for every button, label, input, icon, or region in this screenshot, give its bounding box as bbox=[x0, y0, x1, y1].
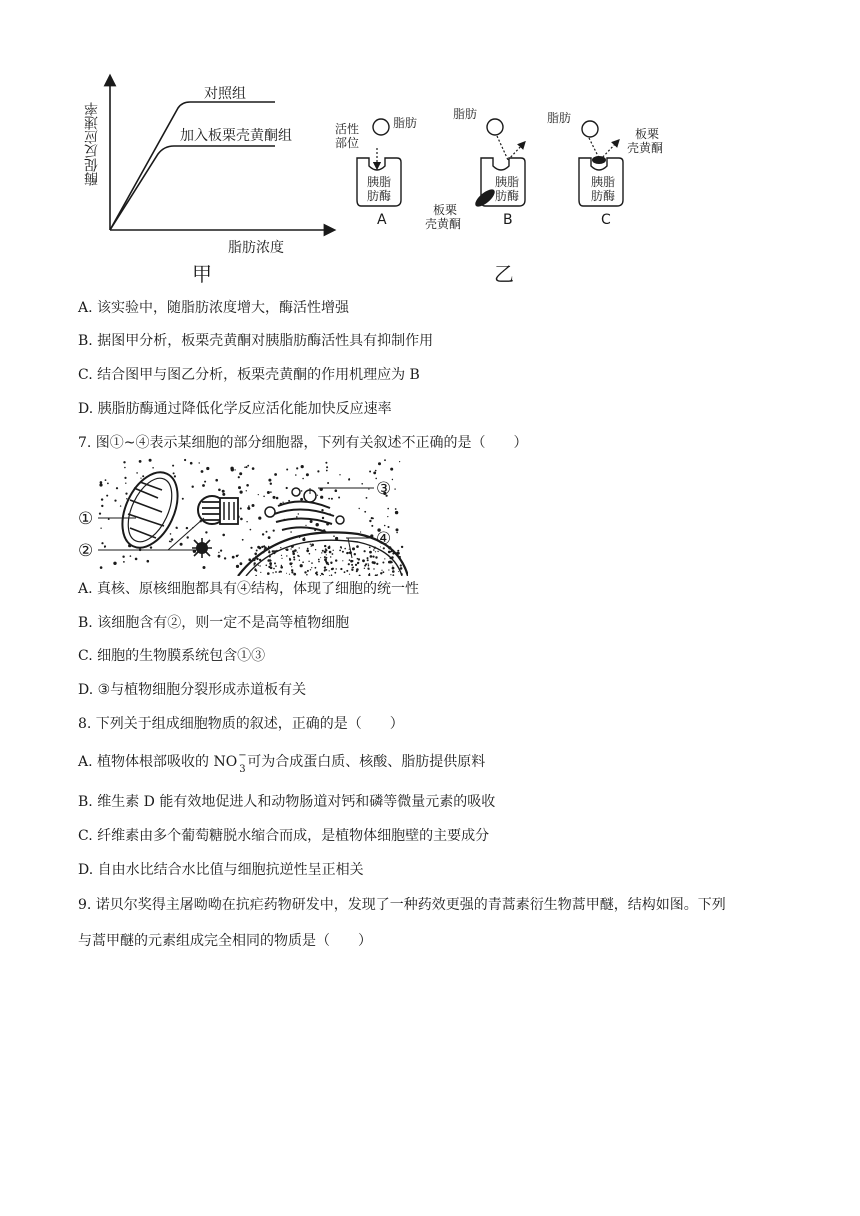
centriole bbox=[192, 496, 238, 558]
fat-molecule-b bbox=[487, 119, 503, 135]
q8-option-b: B. 维生素 D 能有效地促进人和动物肠道对钙和磷等微量元素的吸收 bbox=[78, 794, 496, 810]
q6-option-a: A. 该实验中，随脂肪浓度增大，酶活性增强 bbox=[78, 300, 350, 316]
q8-stem: 8. 下列关于组成细胞物质的叙述，正确的是（ ） bbox=[78, 716, 404, 732]
q8-option-a-post: 可为合成蛋白质、核酸、脂肪提供原料 bbox=[247, 754, 486, 770]
enzyme-label-b2: 肪酶 bbox=[495, 189, 520, 203]
panel-c-letter: C bbox=[601, 212, 611, 228]
treated-curve bbox=[110, 146, 275, 230]
control-curve bbox=[110, 102, 275, 230]
x-axis-label: 脂肪浓度 bbox=[228, 240, 284, 256]
q8-option-a bbox=[78, 750, 486, 775]
inhib-label-b1: 板栗 bbox=[433, 203, 458, 217]
q8-option-a-sub: 3 bbox=[239, 764, 246, 775]
site-label-2: 部位 bbox=[335, 136, 360, 150]
panel-b bbox=[425, 106, 525, 231]
panel-a bbox=[335, 115, 417, 228]
label-3: ③ bbox=[376, 479, 392, 499]
q8-option-a-pre: A. 植物体根部吸收的 NO bbox=[78, 754, 238, 770]
organelle-figure bbox=[78, 458, 408, 576]
golgi-apparatus bbox=[265, 488, 344, 532]
enzyme-label-c1: 胰脂 bbox=[591, 175, 616, 189]
q9-line-2: 与蒿甲醚的元素组成完全相同的物质是（ ） bbox=[78, 933, 372, 949]
fat-label-b: 脂肪 bbox=[453, 107, 478, 121]
enzyme-label-c2: 肪酶 bbox=[591, 189, 616, 203]
q7-stem: 7. 图①~④表示某细胞的部分细胞器，下列有关叙述不正确的是（ ） bbox=[78, 435, 528, 451]
q7-option-a: A. 真核、原核细胞都具有④结构，体现了细胞的统一性 bbox=[78, 581, 420, 597]
fat-label-c: 脂肪 bbox=[547, 111, 572, 125]
inhib-label-b2: 壳黄酮 bbox=[425, 217, 462, 231]
site-label-1: 活性 bbox=[335, 122, 360, 136]
q7-option-d: D. ③与植物细胞分裂形成赤道板有关 bbox=[78, 682, 307, 698]
q7-option-c: C. 细胞的生物膜系统包含①③ bbox=[78, 648, 266, 664]
enzyme-label-a1: 胰脂 bbox=[367, 175, 392, 189]
q8-option-a-sup: − bbox=[238, 750, 247, 761]
fat-molecule-a bbox=[373, 119, 389, 135]
q6-option-d: D. 胰脂肪酶通过降低化学反应活化能加快反应速率 bbox=[78, 401, 392, 417]
enzyme-label-a2: 肪酶 bbox=[367, 189, 392, 203]
panel-b-letter: B bbox=[503, 212, 513, 228]
curve-treated-label: 加入板栗壳黄酮组 bbox=[180, 128, 292, 144]
figure-yi-caption: 乙 bbox=[494, 262, 514, 286]
q8-option-c: C. 纤维素由多个葡萄糖脱水缩合而成，是植物体细胞壁的主要成分 bbox=[78, 828, 490, 844]
panel-c bbox=[547, 110, 663, 228]
inhibitor-c bbox=[592, 156, 606, 164]
enzyme-label-b1: 胰脂 bbox=[495, 175, 520, 189]
panel-a-letter: A bbox=[377, 212, 387, 228]
q6-option-b: B. 据图甲分析，板栗壳黄酮对胰脂肪酶活性具有抑制作用 bbox=[78, 333, 434, 349]
y-axis-label: 酶促反应速率 bbox=[84, 102, 100, 186]
inhib-label-c2: 壳黄酮 bbox=[627, 141, 664, 155]
fat-molecule-c bbox=[582, 121, 598, 137]
figure-jia-caption: 甲 bbox=[192, 262, 212, 286]
q6-option-c: C. 结合图甲与图乙分析，板栗壳黄酮的作用机理应为 B bbox=[78, 367, 420, 383]
q7-option-b: B. 该细胞含有②，则一定不是高等植物细胞 bbox=[78, 615, 350, 631]
inhib-label-c1: 板栗 bbox=[635, 127, 660, 141]
label-1: ① bbox=[78, 509, 94, 529]
label-4: ④ bbox=[376, 529, 392, 549]
label-2: ② bbox=[78, 541, 94, 561]
figure-jia-graph bbox=[80, 70, 340, 280]
fat-label-a: 脂肪 bbox=[393, 116, 418, 130]
q9-line-1: 9. 诺贝尔奖得主屠呦呦在抗疟药物研发中，发现了一种药效更强的青蒿素衍生物蒿甲醚，结构如图。下列 bbox=[78, 897, 726, 913]
curve-control-label: 对照组 bbox=[204, 86, 246, 102]
q8-option-d: D. 自由水比结合水比值与细胞抗逆性呈正相关 bbox=[78, 862, 364, 878]
figure-yi-diagram bbox=[325, 100, 675, 240]
